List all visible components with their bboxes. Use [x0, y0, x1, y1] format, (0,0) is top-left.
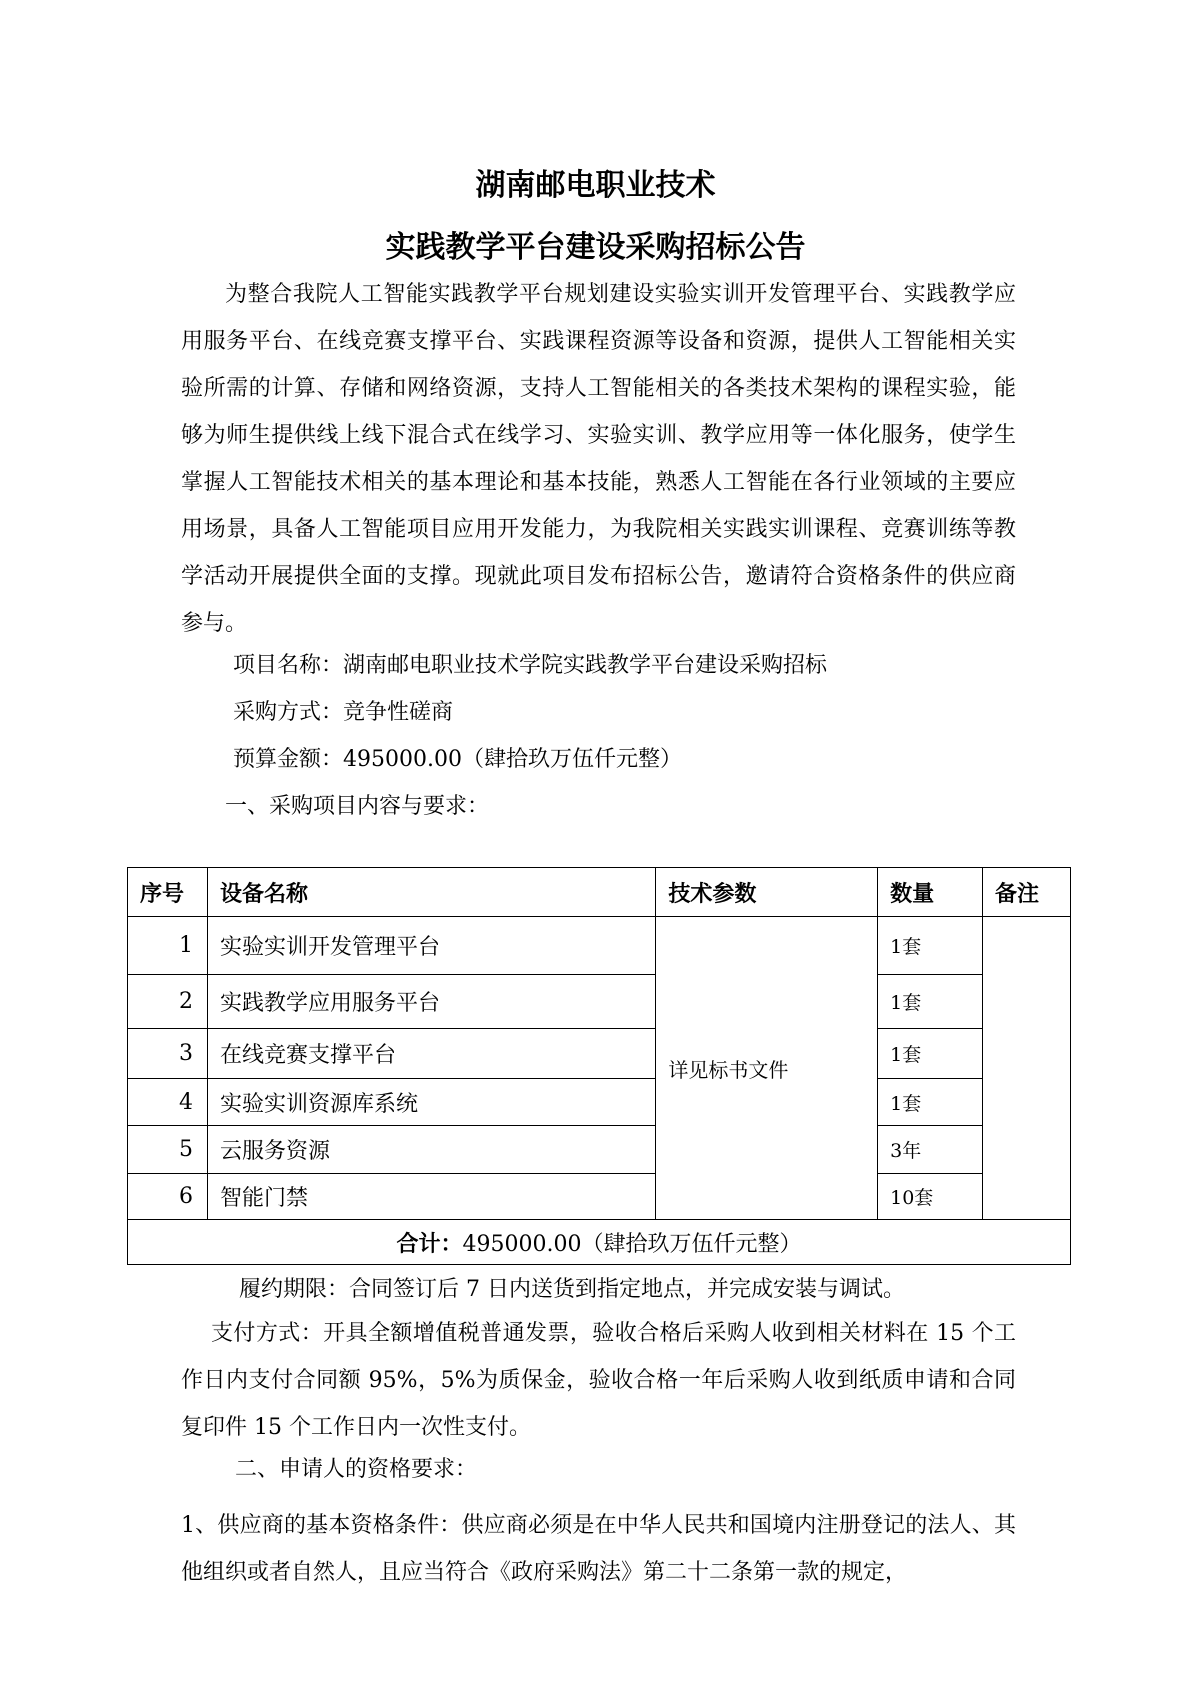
remark-cell [983, 917, 1071, 1220]
header-qty: 数量 [878, 868, 983, 917]
row-qty: 1套 [878, 975, 983, 1029]
table-row [128, 917, 1071, 975]
table-row [128, 975, 1071, 1029]
row-name: 实验实训资源库系统 [207, 1079, 655, 1126]
header-no: 序号 [128, 868, 208, 917]
row-no: 2 [128, 975, 208, 1029]
procurement-method: 采购方式：竞争性磋商 [233, 700, 454, 725]
table-row [128, 1174, 1071, 1220]
intro-paragraph: 为整合我院人工智能实践教学平台规划建设实验实训开发管理平台、实践教学应用服务平台、在线竞赛支撑平台、实践课程资源等设备和资源，提供人工智能相关实验所需的计算、存储和网络资源，支持人工智能相关的各类技术架构的课程实验，能够为师生提供线上线下混合式在线学习、实验实训、教学应用等一体化服务，使学生掌握人工智能技术相关的基本理论和基本技能，熟悉人工智能在各行业领域的主要应用场景，具备人工智能项目应用开发能力，为我院相关实践实训课程、竞赛训练等教学活动开展提供全面的支撑。现就此项目发布招标公告，邀请符合资格条件的供应商参与。 [181, 282, 1016, 636]
procurement-table [127, 867, 1071, 1265]
header-name: 设备名称 [207, 868, 655, 917]
row-qty: 1套 [878, 1029, 983, 1079]
table-row [128, 1126, 1071, 1174]
total-label: 合计： [396, 1231, 463, 1257]
title-line-2: 实践教学平台建设采购招标公告 [385, 230, 806, 265]
performance-period: 履约期限：合同签订后 7 日内送货到指定地点，并完成安装与调试。 [239, 1277, 905, 1302]
row-qty: 3年 [878, 1126, 983, 1174]
total-value: 495000.00（肆拾玖万伍仟元整） [462, 1231, 802, 1257]
row-qty: 1套 [878, 1079, 983, 1126]
header-spec: 技术参数 [656, 868, 878, 917]
row-no: 3 [128, 1029, 208, 1079]
budget: 预算金额：495000.00（肆拾玖万伍仟元整） [233, 747, 682, 772]
row-qty: 10套 [878, 1174, 983, 1220]
title-line-1: 湖南邮电职业技术 [475, 168, 716, 203]
row-name: 智能门禁 [207, 1174, 655, 1220]
row-no: 4 [128, 1079, 208, 1126]
row-no: 5 [128, 1126, 208, 1174]
qualification-paragraph: 1、供应商的基本资格条件：供应商必须是在中华人民共和国境内注册登记的法人、其他组织或者自然人，且应当符合《政府采购法》第二十二条第一款的规定， [181, 1513, 1016, 1585]
table-row [128, 1029, 1071, 1079]
section1-heading: 一、采购项目内容与要求： [225, 794, 490, 819]
table-row [128, 1079, 1071, 1126]
row-name: 在线竞赛支撑平台 [207, 1029, 655, 1079]
project-name: 项目名称：湖南邮电职业技术学院实践教学平台建设采购招标 [233, 653, 828, 678]
payment-paragraph: 支付方式：开具全额增值税普通发票，验收合格后采购人收到相关材料在 15 个工作日内支付合同额 95%，5%为质保金，验收合格一年后采购人收到纸质申请和合同复印件 15 个工作日内一次性支付。 [181, 1321, 1016, 1440]
spec-cell: 详见标书文件 [656, 917, 878, 1220]
row-name: 实验实训开发管理平台 [207, 917, 655, 975]
row-name: 云服务资源 [207, 1126, 655, 1174]
header-remark: 备注 [983, 868, 1071, 917]
table-header-row [128, 868, 1071, 917]
row-no: 1 [128, 917, 208, 975]
row-qty: 1套 [878, 917, 983, 975]
row-name: 实践教学应用服务平台 [207, 975, 655, 1029]
total-cell [128, 1220, 1071, 1265]
section2-heading: 二、申请人的资格要求： [235, 1457, 478, 1482]
table-total-row [128, 1220, 1071, 1265]
row-no: 6 [128, 1174, 208, 1220]
